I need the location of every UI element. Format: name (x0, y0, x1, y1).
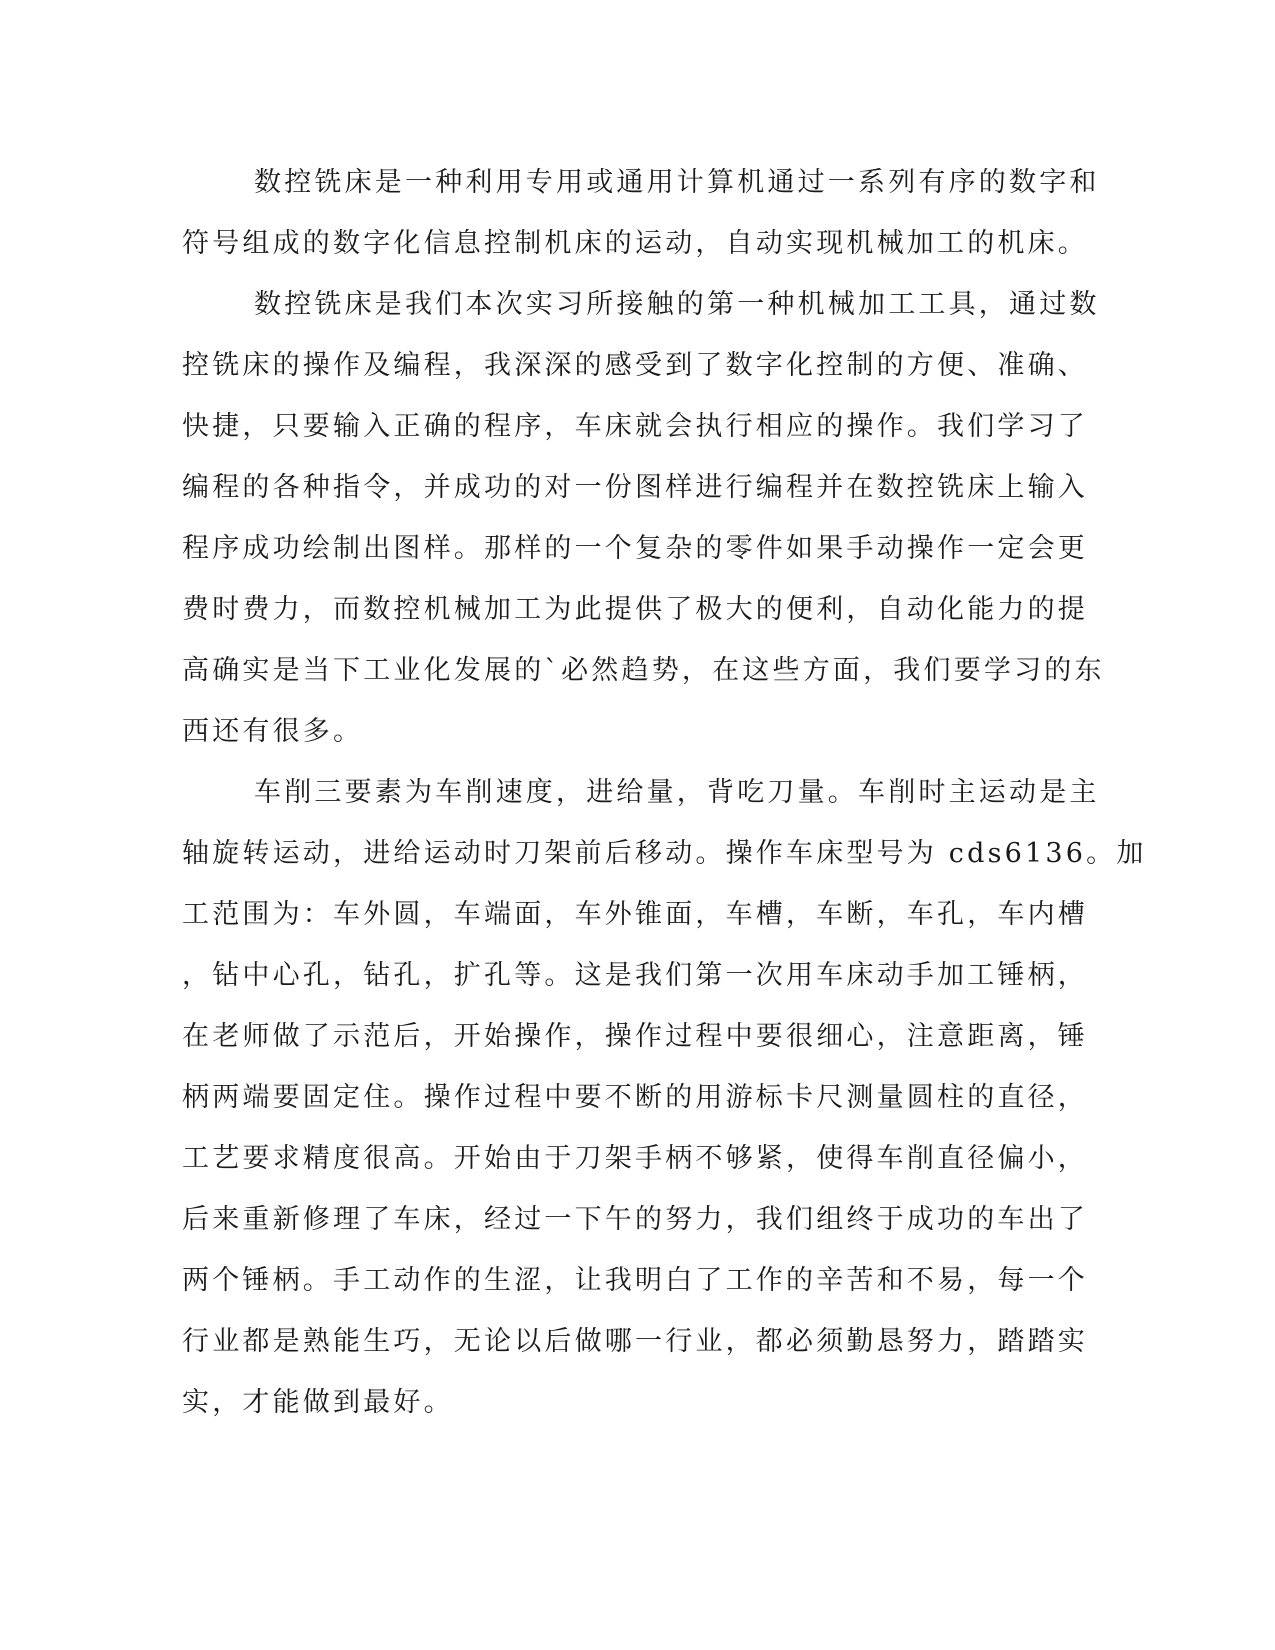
paragraph-line: 工范围为：车外圆，车端面，车外锥面，车槽，车断，车孔，车内槽 (182, 899, 1088, 930)
document-body (182, 158, 1147, 1439)
paragraph-line: 数控铣床是一种利用专用或通用计算机通过一系列有序的数字和 (254, 167, 1100, 198)
paragraph-line: 西还有很多。 (182, 716, 364, 747)
paragraph-3 (182, 768, 1147, 1439)
paragraph-line: 程序成功绘制出图样。那样的一个复杂的零件如果手动操作一定会更 (182, 533, 1088, 564)
paragraph-line: 后来重新修理了车床，经过一下午的努力，我们组终于成功的车出了 (182, 1204, 1088, 1235)
paragraph-1 (182, 158, 1100, 280)
paragraph-line: 工艺要求精度很高。开始由于刀架手柄不够紧，使得车削直径偏小， (182, 1143, 1088, 1174)
paragraph-line: 轴旋转运动，进给运动时刀架前后移动。操作车床型号为 cds6136。加 (182, 838, 1147, 869)
paragraph-line: 数控铣床是我们本次实习所接触的第一种机械加工工具，通过数 (254, 289, 1100, 320)
paragraph-line: 柄两端要固定住。操作过程中要不断的用游标卡尺测量圆柱的直径， (182, 1082, 1088, 1113)
paragraph-line: ，钻中心孔，钻孔，扩孔等。这是我们第一次用车床动手加工锤柄， (182, 960, 1088, 991)
paragraph-2 (182, 280, 1105, 768)
paragraph-line: 行业都是熟能生巧，无论以后做哪一行业，都必须勤恳努力，踏踏实 (182, 1326, 1088, 1357)
paragraph-line: 编程的各种指令，并成功的对一份图样进行编程并在数控铣床上输入 (182, 472, 1088, 503)
paragraph-line: 实，才能做到最好。 (182, 1387, 454, 1418)
paragraph-line: 车削三要素为车削速度，进给量，背吃刀量。车削时主运动是主 (254, 777, 1100, 808)
paragraph-line: 在老师做了示范后，开始操作，操作过程中要很细心，注意距离，锤 (182, 1021, 1088, 1052)
paragraph-line: 高确实是当下工业化发展的`必然趋势，在这些方面，我们要学习的东 (182, 655, 1105, 686)
paragraph-line: 费时费力，而数控机械加工为此提供了极大的便利，自动化能力的提 (182, 594, 1088, 625)
paragraph-line: 两个锤柄。手工动作的生涩，让我明白了工作的辛苦和不易，每一个 (182, 1265, 1088, 1296)
paragraph-line: 快捷，只要输入正确的程序，车床就会执行相应的操作。我们学习了 (182, 411, 1088, 442)
paragraph-line: 符号组成的数字化信息控制机床的运动，自动实现机械加工的机床。 (182, 228, 1088, 259)
paragraph-line: 控铣床的操作及编程，我深深的感受到了数字化控制的方便、准确、 (182, 350, 1088, 381)
